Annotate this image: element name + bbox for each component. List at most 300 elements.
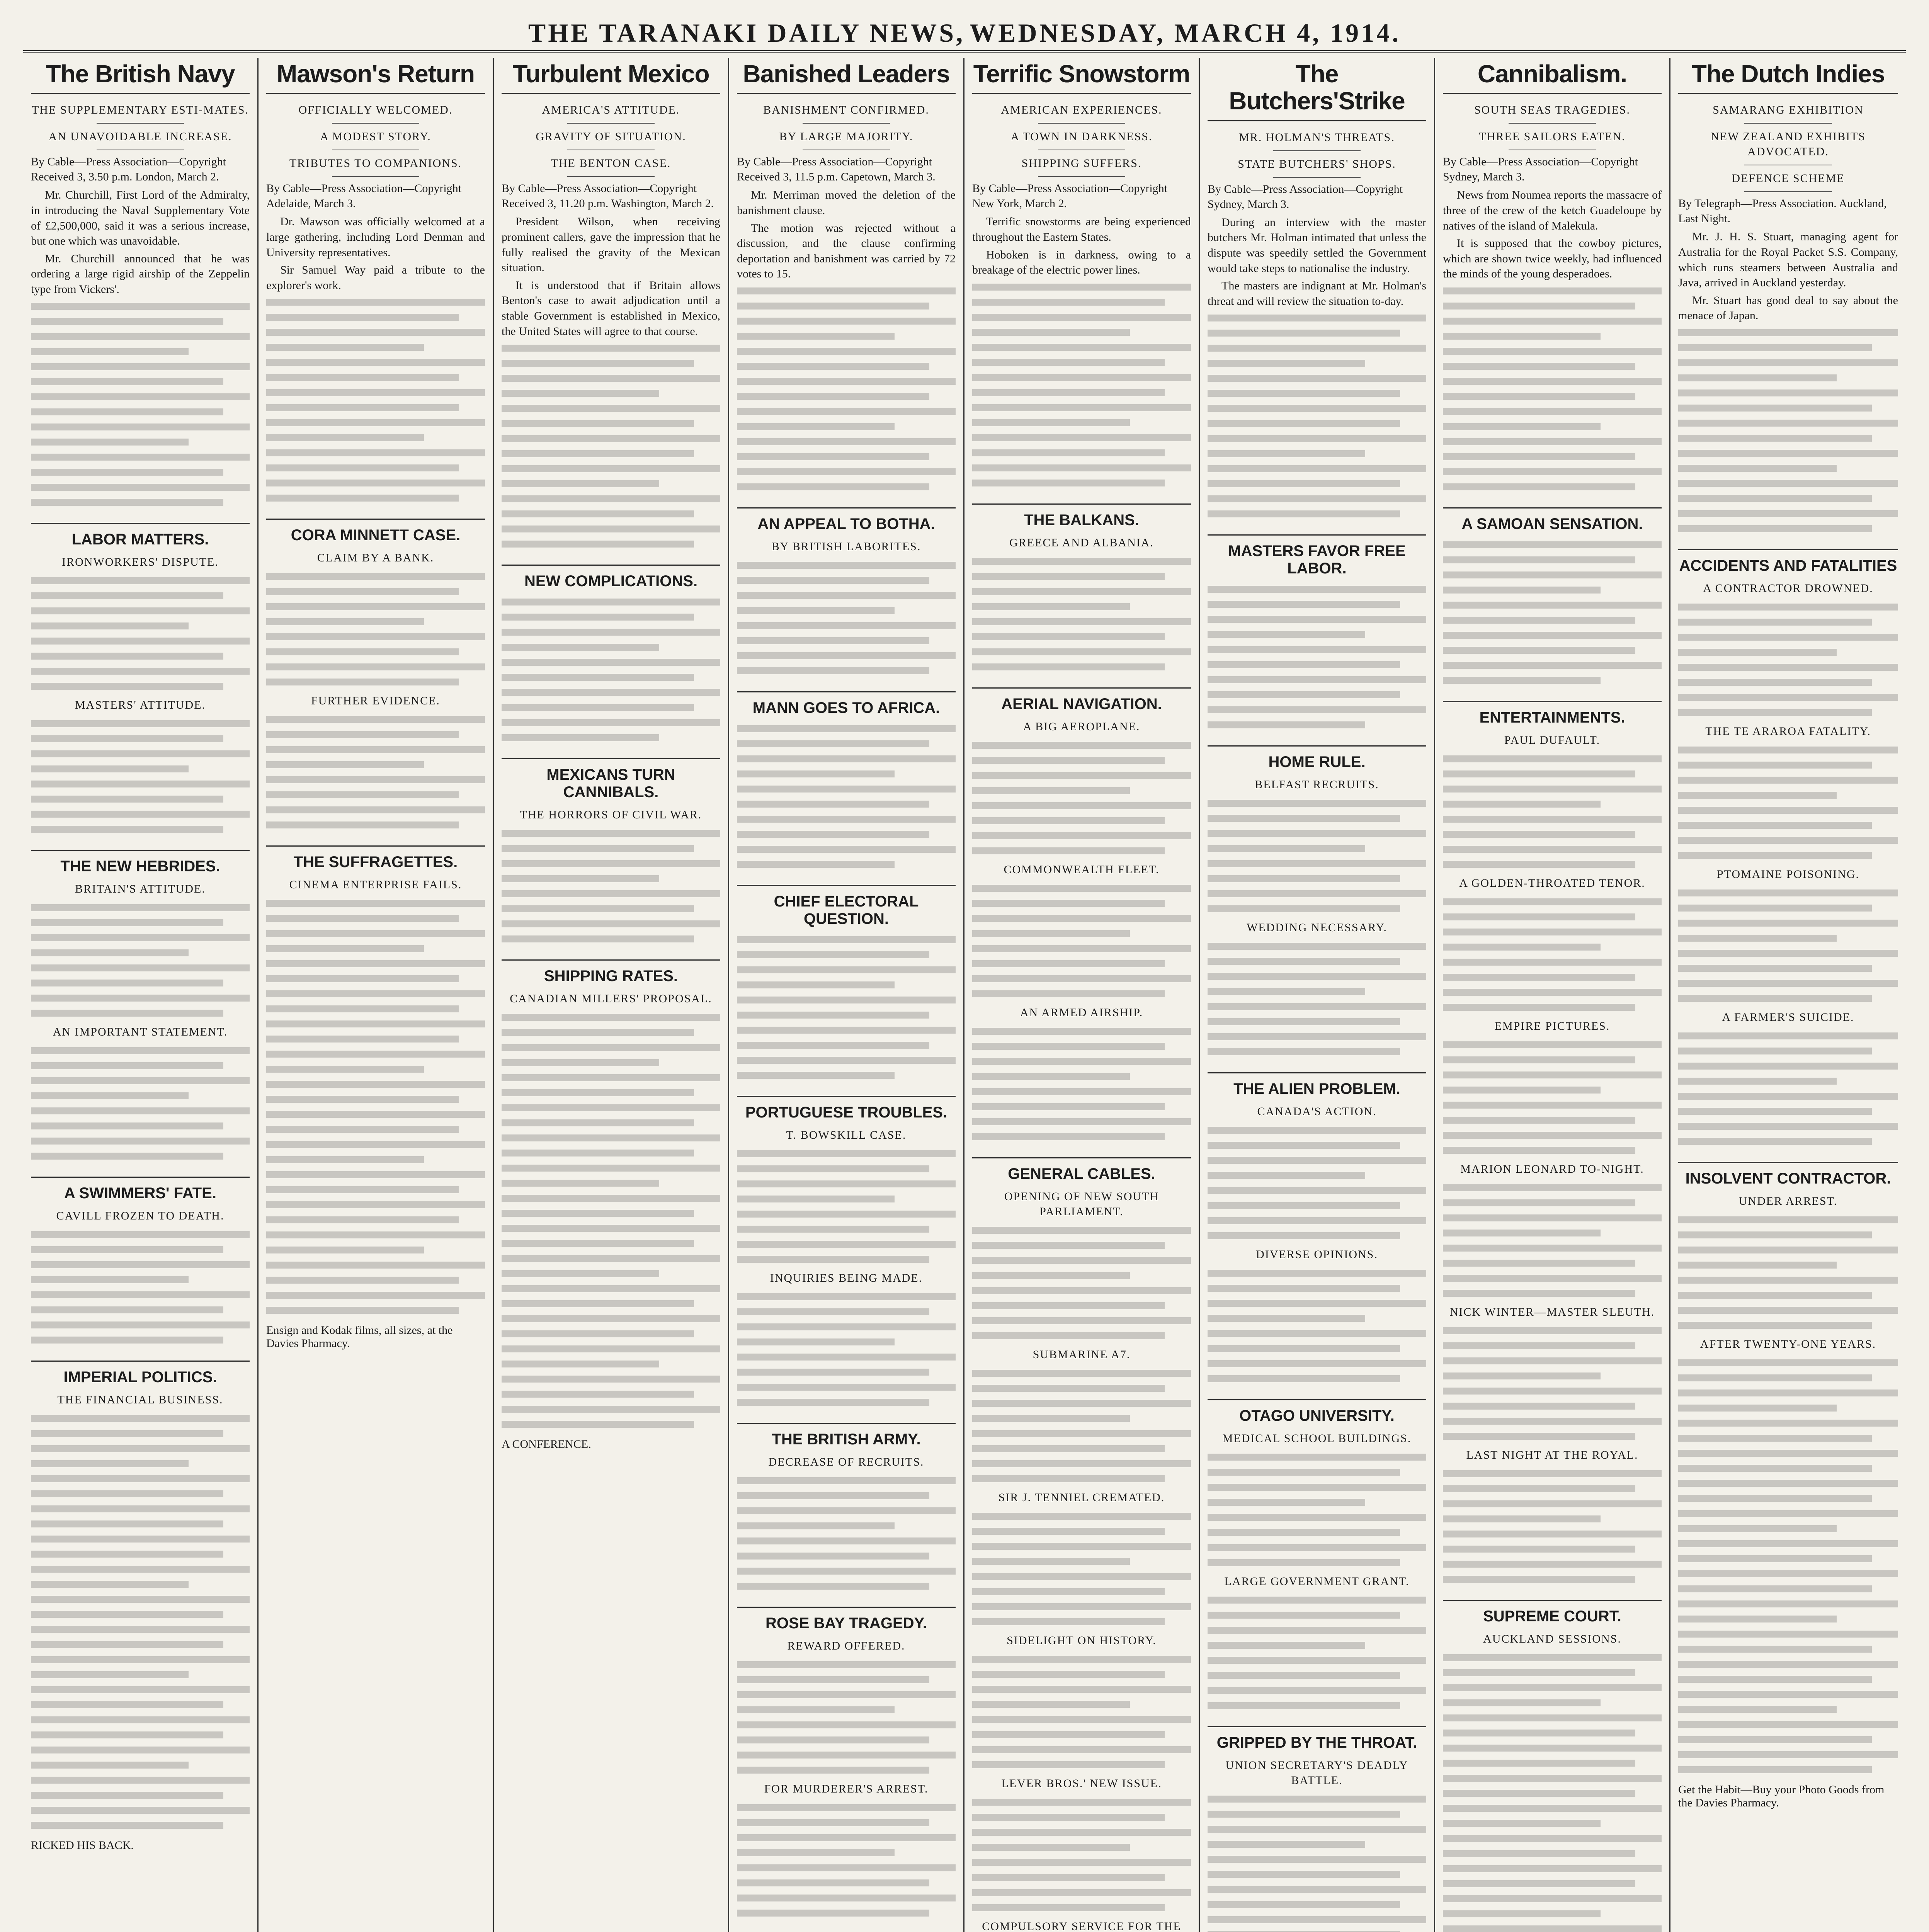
text-line (31, 947, 189, 959)
text-line (1678, 1432, 1872, 1444)
section-subheading: COMPULSORY SERVICE FOR THE (982, 1920, 1181, 1932)
section-heading: GENERAL CABLES. (972, 1157, 1191, 1183)
text-line (502, 888, 720, 900)
text-line (972, 740, 1191, 751)
text-line (1678, 1704, 1837, 1715)
section-subheading: A BIG AEROPLANE. (1023, 720, 1140, 733)
text-line (1678, 1030, 1898, 1042)
text-line (737, 1847, 895, 1859)
text-line (1443, 1430, 1635, 1442)
paragraph: It is supposed that the cowboy pictures, which are shown twice weekly, had influenced the minds of the young desperadoes. (1443, 237, 1662, 281)
text-line (31, 1259, 250, 1270)
divider (1509, 123, 1596, 124)
text-line (1208, 1557, 1400, 1568)
dateline: By Cable—Press Association—Copyright Sydney, March 3. (1208, 182, 1403, 211)
text-line (502, 1253, 720, 1264)
text-line (266, 601, 485, 612)
text-line (1443, 753, 1662, 765)
text-line (1443, 1039, 1662, 1051)
text-line (1678, 1274, 1898, 1286)
text-line (1208, 1609, 1400, 1621)
text-line (1678, 902, 1872, 914)
text-line (31, 763, 189, 775)
text-line (1443, 614, 1635, 626)
section-heading: MASTERS FAVOR FREE LABOR. (1208, 534, 1426, 577)
section-subheading: LEVER BROS.' NEW ISSUE. (1001, 1777, 1162, 1790)
text-line (737, 1674, 929, 1685)
text-line (266, 1003, 459, 1015)
text-line (972, 447, 1165, 459)
text-line (1443, 1727, 1635, 1739)
text-line (1443, 1833, 1662, 1844)
text-line (1443, 1682, 1662, 1694)
text-line (502, 388, 659, 399)
text-line (266, 759, 424, 770)
text-line (1443, 315, 1662, 327)
text-line (266, 804, 485, 816)
text-line (1678, 789, 1837, 801)
article-headline: Turbulent Mexico (502, 60, 720, 94)
text-line (502, 1223, 720, 1234)
text-line (502, 433, 720, 444)
text-line (972, 661, 1165, 673)
text-line (1208, 342, 1426, 354)
text-line (737, 1024, 956, 1036)
text-line (31, 635, 250, 647)
text-line (737, 1475, 956, 1486)
section-heading: MEXICANS TURN CANNIBALS. (502, 758, 720, 801)
text-line (737, 738, 929, 750)
text-line (266, 943, 424, 954)
text-line (31, 1120, 223, 1132)
text-line (31, 932, 250, 944)
text-line (1443, 675, 1601, 686)
text-line (972, 1759, 1165, 1770)
text-line (972, 770, 1191, 781)
text-line (31, 575, 250, 587)
text-line (266, 616, 424, 628)
text-line (1678, 1075, 1837, 1087)
section-subheading: SIDELIGHT ON HISTORY. (1007, 1634, 1157, 1647)
text-line (31, 406, 223, 418)
text-line (1443, 926, 1662, 938)
section-subheading: NICK WINTER—MASTER SLEUTH. (1449, 1305, 1655, 1318)
article-headline: Banished Leaders (737, 60, 956, 94)
text-line (737, 828, 929, 840)
text-line (31, 808, 250, 820)
section-subheading: CINEMA ENTERPRISE FAILS. (289, 878, 462, 891)
text-line (972, 1684, 1191, 1695)
text-line (1678, 1304, 1898, 1316)
text-line (1443, 481, 1635, 493)
text-line (31, 1319, 250, 1331)
section-heading: SHIPPING RATES. (502, 959, 720, 985)
text-line (972, 943, 1191, 954)
paragraph: Mr. J. H. S. Stuart, managing agent for Australia for the Royal Packet S.S. Company, which runs steamers between Australia and Java, arrived in Auckland yesterday. (1678, 230, 1898, 289)
text-line (972, 1056, 1191, 1067)
text-line (1208, 1624, 1426, 1636)
masthead (23, 15, 1906, 53)
text-line (737, 376, 956, 387)
section-heading: THE ALIEN PROBLEM. (1208, 1072, 1426, 1098)
text-line (1208, 1823, 1426, 1835)
text-line (1208, 1031, 1426, 1043)
text-line (266, 387, 485, 398)
text-line (266, 1109, 485, 1120)
text-line (972, 1071, 1130, 1082)
text-line (972, 1101, 1165, 1112)
column (1670, 58, 1906, 1932)
text-line (972, 1041, 1165, 1052)
text-line (1678, 1447, 1898, 1459)
text-line (1443, 1114, 1635, 1126)
text-line (1678, 1060, 1898, 1072)
text-line (1443, 1385, 1662, 1397)
text-line (1443, 1543, 1635, 1555)
dateline: By Cable—Press Association—Copyright Adelaide, March 3. (266, 182, 461, 210)
text-line (266, 973, 459, 985)
section-subheading: REWARD OFFERED. (787, 1639, 905, 1652)
text-line (31, 481, 250, 493)
article-headline: The British Navy (31, 60, 250, 94)
article-subheading: GRAVITY OF SITUATION. (536, 130, 686, 143)
text-line (266, 646, 459, 658)
text-line (972, 462, 1191, 474)
text-line (31, 1759, 189, 1771)
text-line (1678, 932, 1837, 944)
section-heading: OTAGO UNIVERSITY. (1208, 1399, 1426, 1425)
text-line (737, 1381, 956, 1393)
section-heading: NEW COMPLICATIONS. (502, 565, 720, 590)
text-line (972, 571, 1165, 582)
text-line (31, 1639, 223, 1650)
text-line (972, 1315, 1191, 1327)
paragraph: Mr. Stuart has good deal to say about the menace of Japan. (1678, 294, 1898, 322)
section-subheading: FOR MURDERER'S ARREST. (764, 1782, 929, 1795)
text-line (737, 1802, 956, 1813)
text-line (737, 1907, 929, 1919)
text-line (266, 898, 485, 909)
text-line (31, 301, 250, 312)
paper-title: THE TARANAKI DAILY NEWS, (528, 18, 965, 48)
text-line (1443, 451, 1635, 463)
paragraph: President Wilson, when receiving prominent callers, gave the impression that he fully realised the gravity of the Mexican situation. (502, 215, 720, 274)
text-line (737, 1505, 956, 1517)
text-line (737, 798, 929, 810)
section-subheading: DIVERSE OPINIONS. (1256, 1248, 1378, 1261)
text-line (502, 1388, 694, 1400)
text-line (1208, 599, 1400, 610)
section-heading: AN APPEAL TO BOTHA. (737, 507, 956, 533)
text-line (1678, 1523, 1837, 1534)
dateline: By Telegraph—Press Association. Auckland, Last Night. (1678, 197, 1887, 225)
text-line (1678, 887, 1898, 899)
text-line (1208, 956, 1400, 967)
text-line (737, 1009, 929, 1021)
text-line (737, 466, 956, 478)
text-line (31, 1804, 250, 1816)
section-heading: THE BRITISH ARMY. (737, 1423, 956, 1448)
text-line (31, 650, 223, 662)
text-line (502, 478, 659, 490)
text-line (31, 962, 250, 974)
text-line (1678, 372, 1837, 384)
section-heading: CHIEF ELECTORAL QUESTION. (737, 885, 956, 928)
column (494, 58, 729, 1932)
text-line (31, 436, 189, 448)
divider (567, 123, 655, 124)
text-line (1678, 662, 1898, 673)
text-line (502, 1042, 720, 1053)
text-line (31, 1229, 250, 1240)
text-line (502, 1012, 720, 1023)
text-line (1678, 677, 1872, 688)
article-subheading: AMERICAN EXPERIENCES. (1001, 104, 1162, 117)
text-line (737, 1764, 929, 1776)
text-line (31, 1609, 223, 1620)
article-subheading: BANISHMENT CONFIRMED. (763, 104, 929, 117)
text-line (1208, 1016, 1400, 1027)
section-subheading: CAVILL FROZEN TO DEATH. (56, 1209, 225, 1222)
text-line (1678, 804, 1898, 816)
text-line (972, 601, 1130, 612)
text-line (1443, 1652, 1662, 1663)
text-line (502, 626, 720, 638)
text-line (31, 1244, 223, 1255)
text-line (972, 1526, 1165, 1537)
text-line (31, 331, 250, 342)
text-line (1443, 1498, 1662, 1510)
text-line (1678, 1214, 1898, 1226)
column-footer: Get the Habit—Buy your Photo Goods from the Davies Pharmacy. (1678, 1783, 1885, 1809)
text-line (502, 1328, 694, 1340)
text-line (972, 800, 1191, 811)
text-line (1208, 986, 1365, 997)
divider (1038, 176, 1125, 177)
text-line (31, 1274, 189, 1286)
text-line (31, 391, 250, 403)
text-line (737, 451, 929, 463)
text-line (1208, 719, 1365, 731)
text-line (1208, 1313, 1365, 1324)
text-line (737, 1877, 929, 1889)
text-line (1443, 1468, 1662, 1480)
text-line (1443, 1483, 1635, 1495)
text-line (1678, 1749, 1898, 1760)
divider (97, 123, 184, 124)
text-line (1678, 1478, 1898, 1489)
text-line (1678, 1568, 1898, 1580)
section-subheading: LAST NIGHT AT THE ROYAL. (1466, 1448, 1638, 1461)
text-line (1443, 1212, 1662, 1224)
text-line (1443, 554, 1635, 566)
text-line (737, 330, 895, 342)
text-line (1678, 1643, 1872, 1655)
article-headline: Mawson's Return (266, 60, 485, 94)
text-line (737, 1321, 956, 1333)
section-subheading: AFTER TWENTY-ONE YEARS. (1700, 1337, 1876, 1350)
text-line (266, 1063, 424, 1075)
text-line (972, 1300, 1165, 1311)
text-line (266, 402, 459, 413)
text-line (31, 316, 223, 327)
text-line (266, 1139, 485, 1150)
text-line (266, 928, 485, 939)
article-subheading: THREE SAILORS EATEN. (1479, 130, 1626, 143)
text-line (1678, 493, 1872, 504)
text-line (1443, 798, 1601, 810)
text-line (972, 432, 1191, 444)
column (1200, 58, 1435, 1932)
text-line (1678, 692, 1898, 703)
text-line (1678, 835, 1898, 846)
text-line (972, 1857, 1191, 1868)
text-line (502, 641, 659, 653)
text-line (1208, 1170, 1365, 1181)
text-line (31, 1669, 189, 1680)
text-line (31, 1789, 223, 1801)
section-subheading: PTOMAINE POISONING. (1716, 867, 1860, 881)
text-line (737, 1734, 929, 1746)
text-line (1443, 1757, 1635, 1769)
text-line (737, 813, 956, 825)
text-line (31, 1548, 223, 1560)
text-line (1443, 1415, 1662, 1427)
paragraph: Hoboken is in darkness, owing to a breakage of the electric power lines. (972, 248, 1191, 277)
text-line (502, 702, 694, 713)
section-heading: ENTERTAINMENTS. (1443, 701, 1662, 726)
article-subheading: STATE BUTCHERS' SHOPS. (1238, 157, 1396, 170)
text-line (1443, 956, 1662, 968)
text-line (31, 1774, 250, 1786)
text-line (972, 646, 1191, 658)
text-line (31, 718, 250, 730)
section-subheading: THE HORRORS OF CIVIL WAR. (520, 808, 702, 821)
text-line (1208, 1155, 1426, 1166)
text-line (972, 1887, 1191, 1898)
text-line (1443, 629, 1662, 641)
text-line (972, 1827, 1191, 1838)
text-line (266, 1018, 485, 1030)
text-line (972, 1796, 1191, 1808)
paragraph: Mr. Churchill, First Lord of the Admiralty, in introducing the Naval Supplementary Vote of £2,500,000, said it was a serious increase, but one which was unavoidable. (31, 189, 250, 248)
text-line (1678, 917, 1898, 929)
text-line (266, 958, 485, 969)
text-line (1208, 903, 1400, 915)
text-line (737, 768, 895, 780)
text-line (1678, 1493, 1872, 1504)
divider (1273, 177, 1361, 178)
section-subheading: UNION SECRETARY'S DEADLY BATTLE. (1225, 1759, 1408, 1787)
text-line (737, 1520, 895, 1532)
text-line (1443, 1697, 1601, 1709)
text-line (972, 1616, 1165, 1628)
text-line (1443, 783, 1662, 795)
text-line (1208, 1793, 1426, 1805)
text-line (31, 1289, 250, 1301)
text-line (1443, 421, 1601, 432)
text-line (1678, 1121, 1898, 1132)
column-footer: Ensign and Kodak films, all sizes, at the Davies Pharmacy. (266, 1324, 453, 1350)
section-subheading: BELFAST RECRUITS. (1255, 778, 1379, 791)
text-line (737, 1659, 956, 1670)
text-line (1678, 963, 1872, 974)
section-subheading: AN ARMED AIRSHIP. (1020, 1006, 1143, 1019)
section-heading: CORA MINNETT CASE. (266, 519, 485, 544)
text-line (1443, 300, 1635, 312)
text-line (266, 714, 485, 725)
text-line (1678, 759, 1872, 771)
text-line (737, 665, 929, 677)
text-line (31, 1699, 223, 1711)
text-line (502, 1373, 720, 1385)
text-line (972, 1586, 1165, 1597)
text-line (266, 372, 459, 383)
text-line (1678, 850, 1872, 861)
text-line (972, 1270, 1130, 1281)
text-line (1443, 285, 1662, 297)
article-subheading: A TOWN IN DARKNESS. (1010, 130, 1153, 143)
text-line (737, 620, 956, 631)
text-line (1443, 844, 1662, 855)
section-subheading: BRITAIN'S ATTITUDE. (75, 882, 206, 895)
text-line (1208, 1512, 1426, 1523)
text-line (972, 556, 1191, 567)
text-line (502, 1208, 694, 1219)
text-line (502, 1132, 720, 1144)
article-subheading: TRIBUTES TO COMPANIONS. (289, 157, 462, 170)
text-line (972, 1473, 1165, 1485)
text-line (266, 1199, 485, 1211)
text-line (1208, 1298, 1426, 1309)
text-line (1678, 447, 1898, 459)
text-line (972, 1714, 1191, 1725)
text-line (31, 1624, 250, 1635)
text-line (1443, 1084, 1601, 1096)
text-line (1208, 940, 1426, 952)
text-line (1443, 406, 1662, 417)
text-line (1443, 1513, 1601, 1525)
text-line (1443, 584, 1601, 596)
text-line (266, 913, 459, 924)
text-line (972, 1653, 1191, 1665)
text-line (972, 1086, 1191, 1097)
text-line (266, 631, 485, 643)
text-line (502, 858, 720, 869)
text-line (972, 1510, 1191, 1522)
text-line (1678, 1244, 1898, 1256)
paragraph: Mr. Churchill announced that he was ordering a large rigid airship of the Zeppelin type from Vickers'. (31, 252, 250, 296)
text-line (1443, 1742, 1662, 1754)
text-line (1678, 417, 1898, 429)
text-line (1678, 1417, 1898, 1429)
text-line (1208, 1451, 1426, 1463)
article-subheading: DEFENCE SCHEME (1732, 172, 1845, 185)
text-line (502, 672, 694, 683)
article-headline: The Dutch Indies (1678, 60, 1898, 94)
text-line (1678, 1764, 1872, 1776)
text-line (1208, 1929, 1400, 1932)
text-line (1678, 523, 1872, 534)
text-line (1443, 376, 1662, 387)
text-line (1443, 911, 1635, 923)
text-line (972, 1541, 1191, 1552)
text-line (1208, 614, 1426, 625)
text-line (1208, 843, 1365, 854)
text-line (502, 1283, 720, 1294)
text-line (1208, 644, 1426, 655)
text-line (31, 1729, 223, 1741)
